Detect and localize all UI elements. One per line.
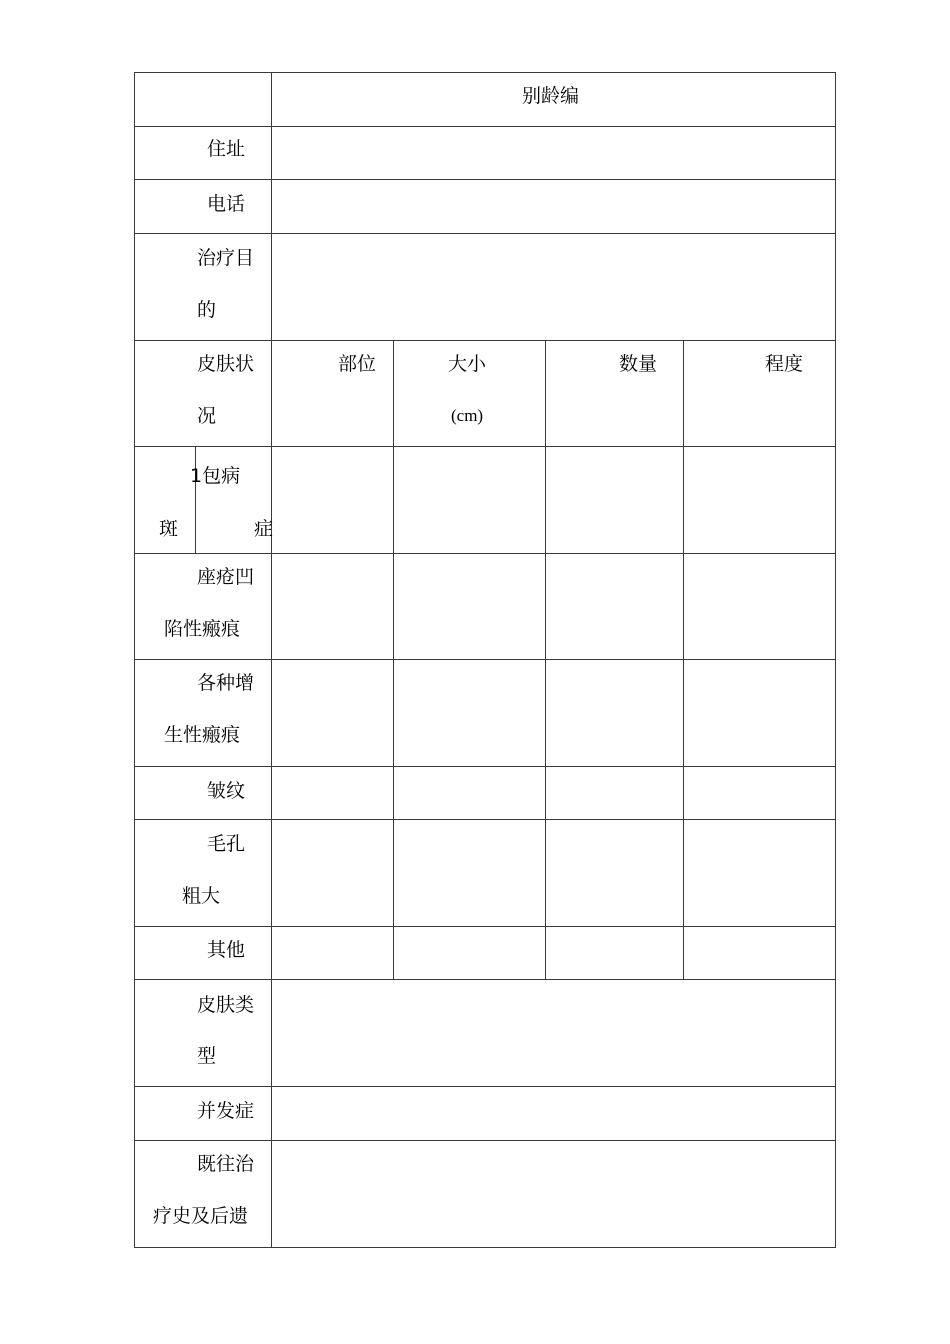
pore-label-line2: 粗大 <box>182 885 221 907</box>
row-divider <box>134 926 836 927</box>
wrinkle-label: 皱纹 <box>207 780 246 802</box>
hypertrophic-scar-label-line1: 各种增 <box>197 672 255 694</box>
column-header-degree: 程度 <box>765 353 804 375</box>
treatment-history-label-line2: 疗史及后遗 <box>153 1205 249 1227</box>
treatment-purpose-label-line2: 的 <box>197 299 217 321</box>
treatment-history-value-cell[interactable] <box>272 1141 835 1247</box>
acne-scar-label-line1: 座疮凹 <box>197 566 255 588</box>
header-value-cell[interactable] <box>135 73 271 126</box>
pigment-label-line2: 斑 <box>159 518 179 540</box>
address-label: 住址 <box>207 138 246 160</box>
column-header-size-unit: (cm) <box>451 406 484 425</box>
hypertrophic-scar-label-line2: 生性瘢痕 <box>164 724 241 746</box>
grid-column-divider <box>545 340 546 980</box>
row-divider <box>134 340 836 341</box>
other-label: 其他 <box>207 939 246 961</box>
acne-scar-label-line2: 陷性瘢痕 <box>164 618 241 640</box>
row-divider <box>134 766 836 767</box>
header-title: 别龄编 <box>522 85 580 107</box>
grid-column-divider <box>683 340 684 980</box>
row-divider <box>134 446 836 447</box>
row-divider <box>134 553 836 554</box>
skin-type-label-line2: 型 <box>197 1045 217 1067</box>
grid-column-divider <box>393 340 394 980</box>
pigment-subcell-divider <box>195 447 196 553</box>
row-divider <box>134 659 836 660</box>
column-header-size: 大小 <box>448 353 487 375</box>
address-value-cell[interactable] <box>272 127 835 179</box>
treatment-purpose-value-cell[interactable] <box>272 234 835 340</box>
treatment-purpose-label-line1: 治疗目 <box>197 247 255 269</box>
pigment-label-line1: 1包病 <box>190 465 241 487</box>
table-border-bottom <box>134 1247 836 1248</box>
table-border-right <box>835 72 836 1248</box>
pigment-label-line3: 症 <box>254 518 274 540</box>
column-header-location: 部位 <box>338 353 377 375</box>
phone-label: 电话 <box>207 193 246 215</box>
table-border-left <box>134 72 135 1248</box>
skin-type-value-cell[interactable] <box>272 980 835 1086</box>
pore-label-line1: 毛孔 <box>207 833 246 855</box>
complication-value-cell[interactable] <box>272 1087 835 1140</box>
row-divider <box>134 819 836 820</box>
skin-status-label-line1: 皮肤状 <box>197 353 255 375</box>
skin-status-label-line2: 况 <box>197 405 217 427</box>
treatment-history-label-line1: 既往治 <box>197 1153 255 1175</box>
skin-type-label-line1: 皮肤类 <box>197 994 255 1016</box>
column-header-count: 数量 <box>619 353 658 375</box>
phone-value-cell[interactable] <box>272 180 835 233</box>
complication-label: 并发症 <box>197 1100 255 1122</box>
